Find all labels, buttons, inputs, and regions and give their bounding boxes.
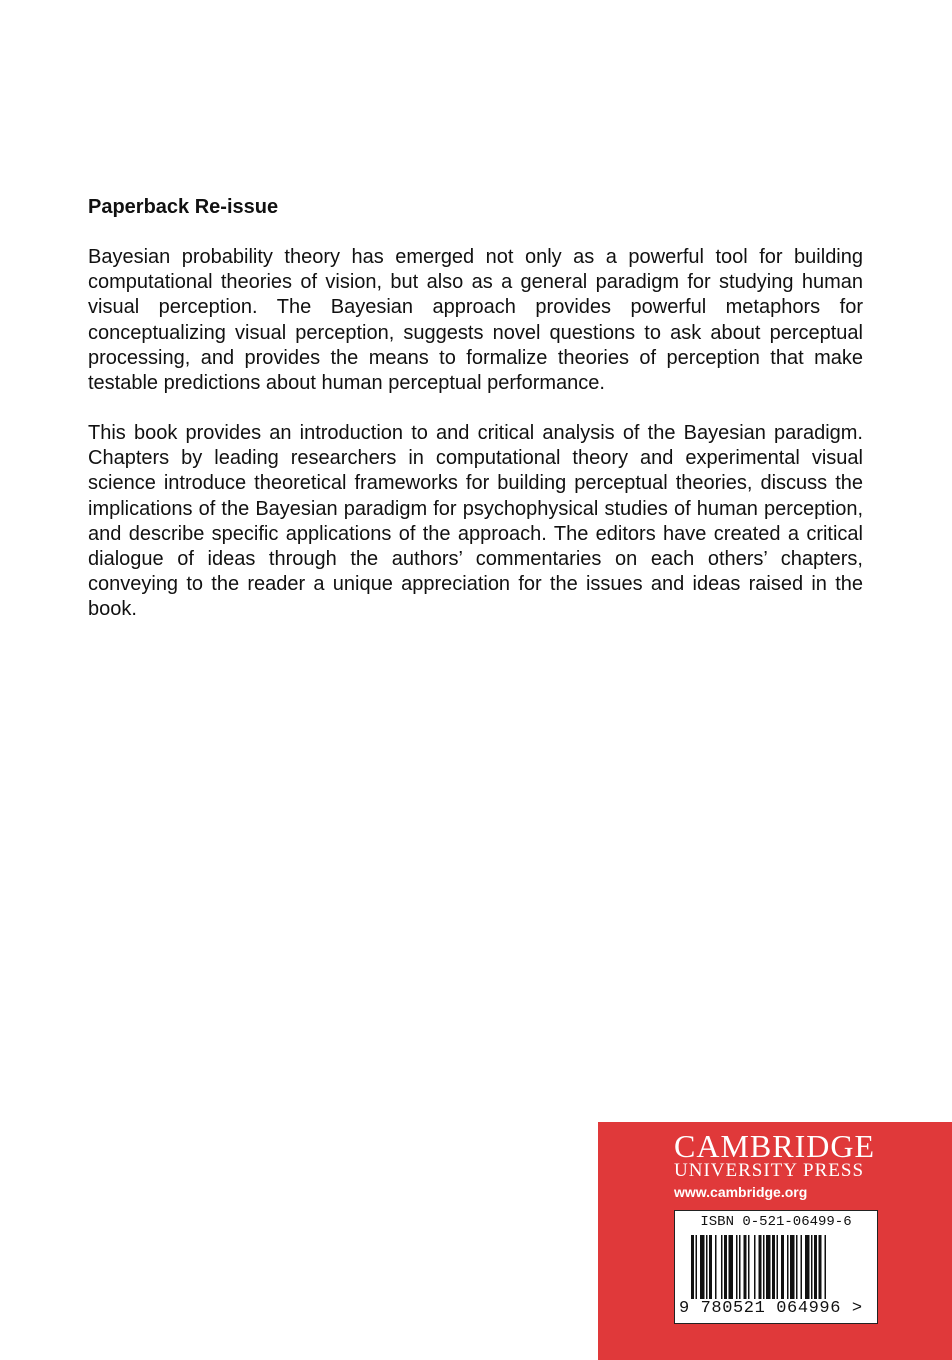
barcode-box xyxy=(674,1210,878,1324)
barcode-bar xyxy=(736,1235,738,1299)
barcode-bar xyxy=(801,1235,803,1299)
barcode-bar xyxy=(691,1235,694,1299)
barcode-bar xyxy=(763,1235,765,1299)
barcode-bar xyxy=(790,1235,795,1299)
barcode-bar xyxy=(825,1235,827,1299)
publisher-name: CAMBRIDGE xyxy=(674,1128,876,1164)
barcode-bar xyxy=(748,1235,750,1299)
description-paragraph-2: This book provides an introduction to and critical analysis of the Bayesian paradigm. Chapters by leading researchers in computational theory and experimental visual science introduce theoretical frameworks for building perceptual theories, discuss the implications of the Bayesian paradigm for psychophysical studies of human perception, and describe specific applications of the approach. The editors have created a critical dialogue of ideas through the authors’ commentaries on each others’ chapters, conveying to the reader a unique appreciation for the issues and ideas raised in the book. xyxy=(88,422,863,621)
barcode-bar xyxy=(781,1235,784,1299)
barcode-bar xyxy=(706,1235,708,1299)
barcode-bar xyxy=(754,1235,756,1299)
barcode-digits: 9 780521 064996 > xyxy=(679,1299,863,1318)
barcode-bar xyxy=(721,1235,723,1299)
publisher-panel xyxy=(598,1122,952,1360)
barcode-bar xyxy=(766,1235,771,1299)
barcode-bar xyxy=(729,1235,734,1299)
barcode-bar xyxy=(811,1235,813,1299)
barcode-bar xyxy=(715,1235,717,1299)
barcode-bar xyxy=(819,1235,822,1299)
barcode-bar xyxy=(724,1235,727,1299)
barcode-bar xyxy=(805,1235,810,1299)
description-paragraph-1: Bayesian probability theory has emerged not only as a powerful tool for building computational theories of vision, but also as a general paradigm for studying human visual perception. The Bayesian approach provides powerful metaphors for conceptualizing visual perception, suggests novel questions to ask about perceptual processing, and provides the means to formalize theories of perception that make testable predictions about human perceptual performance. xyxy=(88,246,863,395)
publisher-subtitle: UNIVERSITY PRESS xyxy=(674,1160,865,1181)
barcode-bar xyxy=(744,1235,747,1299)
barcode-bar xyxy=(709,1235,712,1299)
publisher-website[interactable]: www.cambridge.org xyxy=(674,1184,808,1200)
barcode-bar xyxy=(777,1235,779,1299)
barcode-bar xyxy=(796,1235,798,1299)
barcode-bar xyxy=(759,1235,762,1299)
section-heading: Paperback Re-issue xyxy=(88,196,279,218)
barcode-bar xyxy=(700,1235,705,1299)
barcode-bar xyxy=(772,1235,775,1299)
isbn-label: ISBN 0-521-06499-6 xyxy=(700,1214,852,1230)
barcode-bar xyxy=(787,1235,789,1299)
barcode-bar xyxy=(696,1235,698,1299)
barcode-bar xyxy=(739,1235,741,1299)
barcode-icon xyxy=(691,1235,863,1299)
barcode-bar xyxy=(814,1235,817,1299)
